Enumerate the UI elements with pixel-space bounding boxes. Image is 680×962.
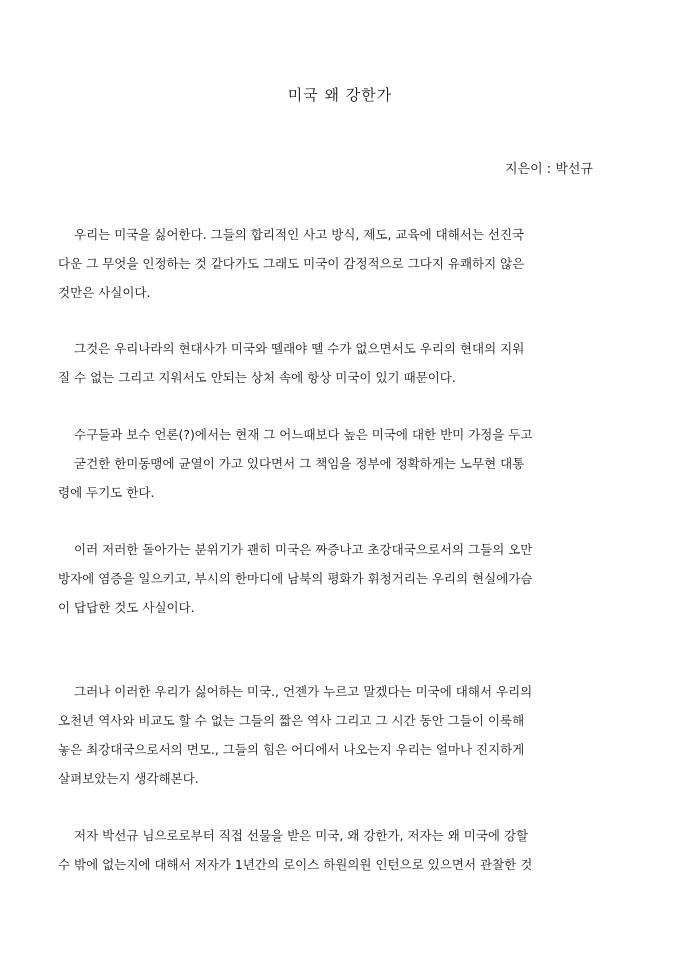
author-line: 지은이 : 박선규 <box>505 162 593 177</box>
paragraph-4 <box>58 535 624 622</box>
paragraph-line: 수 밖에 없는지에 대해서 저자가 1년간의 로이스 하원의원 인턴으로 있으면서 관찰한 것 <box>58 857 533 872</box>
paragraph-line: 이 답답한 것도 사실이다. <box>58 600 195 615</box>
paragraph-line: 방자에 염증을 일으키고, 부시의 한마디에 남북의 평화가 휘청거리는 우리의 현실에가슴 <box>58 571 533 586</box>
paragraph-line: 놓은 최강대국으로서의 면모., 그들의 힘은 어디에서 나오는지 우리는 얼마나 진지하게 <box>58 742 525 757</box>
paragraph-2 <box>58 334 624 392</box>
paragraph-line: 오천년 역사와 비교도 할 수 없는 그들의 짧은 역사 그리고 그 시간 동안 그들이 이룩해 <box>58 713 525 728</box>
paragraph-line: 수구들과 보수 언론(?)에서는 현재 그 어느때보다 높은 미국에 대한 반미 가정을 두고 <box>74 427 533 442</box>
paragraph-5 <box>58 677 624 793</box>
paragraph-line: 질 수 없는 그리고 지워서도 안되는 상처 속에 항상 미국이 있기 때문이다. <box>58 370 456 385</box>
document-title: 미국 왜 강한가 <box>287 86 393 104</box>
paragraph-1 <box>58 220 624 307</box>
paragraph-line: 우리는 미국을 싫어한다. 그들의 합리적인 사고 방식, 제도, 교육에 대해서는 선진국 <box>74 227 525 242</box>
paragraph-line: 다운 그 무엇을 인정하는 것 같다가도 그래도 미국이 감정적으로 그다지 유쾌하지 않은 <box>58 256 525 271</box>
paragraph-line: 령에 두기도 한다. <box>58 485 155 500</box>
paragraph-line: 그러나 이러한 우리가 싫어하는 미국., 언젠가 누르고 말겠다는 미국에 대해서 우리의 <box>74 684 533 699</box>
paragraph-line: 살펴보았는지 생각해본다. <box>58 771 199 786</box>
paragraph-line: 굳건한 한미동맹에 균열이 가고 있다면서 그 책임을 정부에 정확하게는 노무현 대통 <box>74 456 525 471</box>
paragraph-6 <box>58 821 624 879</box>
paragraph-3 <box>58 420 624 507</box>
paragraph-line: 것만은 사실이다. <box>58 285 151 300</box>
paragraph-line: 저자 박선규 님으로로부터 직접 선물을 받은 미국, 왜 강한가, 저자는 왜 미국에 강할 <box>74 828 529 843</box>
paragraph-line: 이러 저러한 돌아가는 분위기가 괜히 미국은 짜증나고 초강대국으로서의 그들의 오만 <box>74 542 533 557</box>
paragraph-line: 그것은 우리나라의 현대사가 미국와 뗄래야 뗄 수가 없으면서도 우리의 현대의 지워 <box>74 341 525 356</box>
